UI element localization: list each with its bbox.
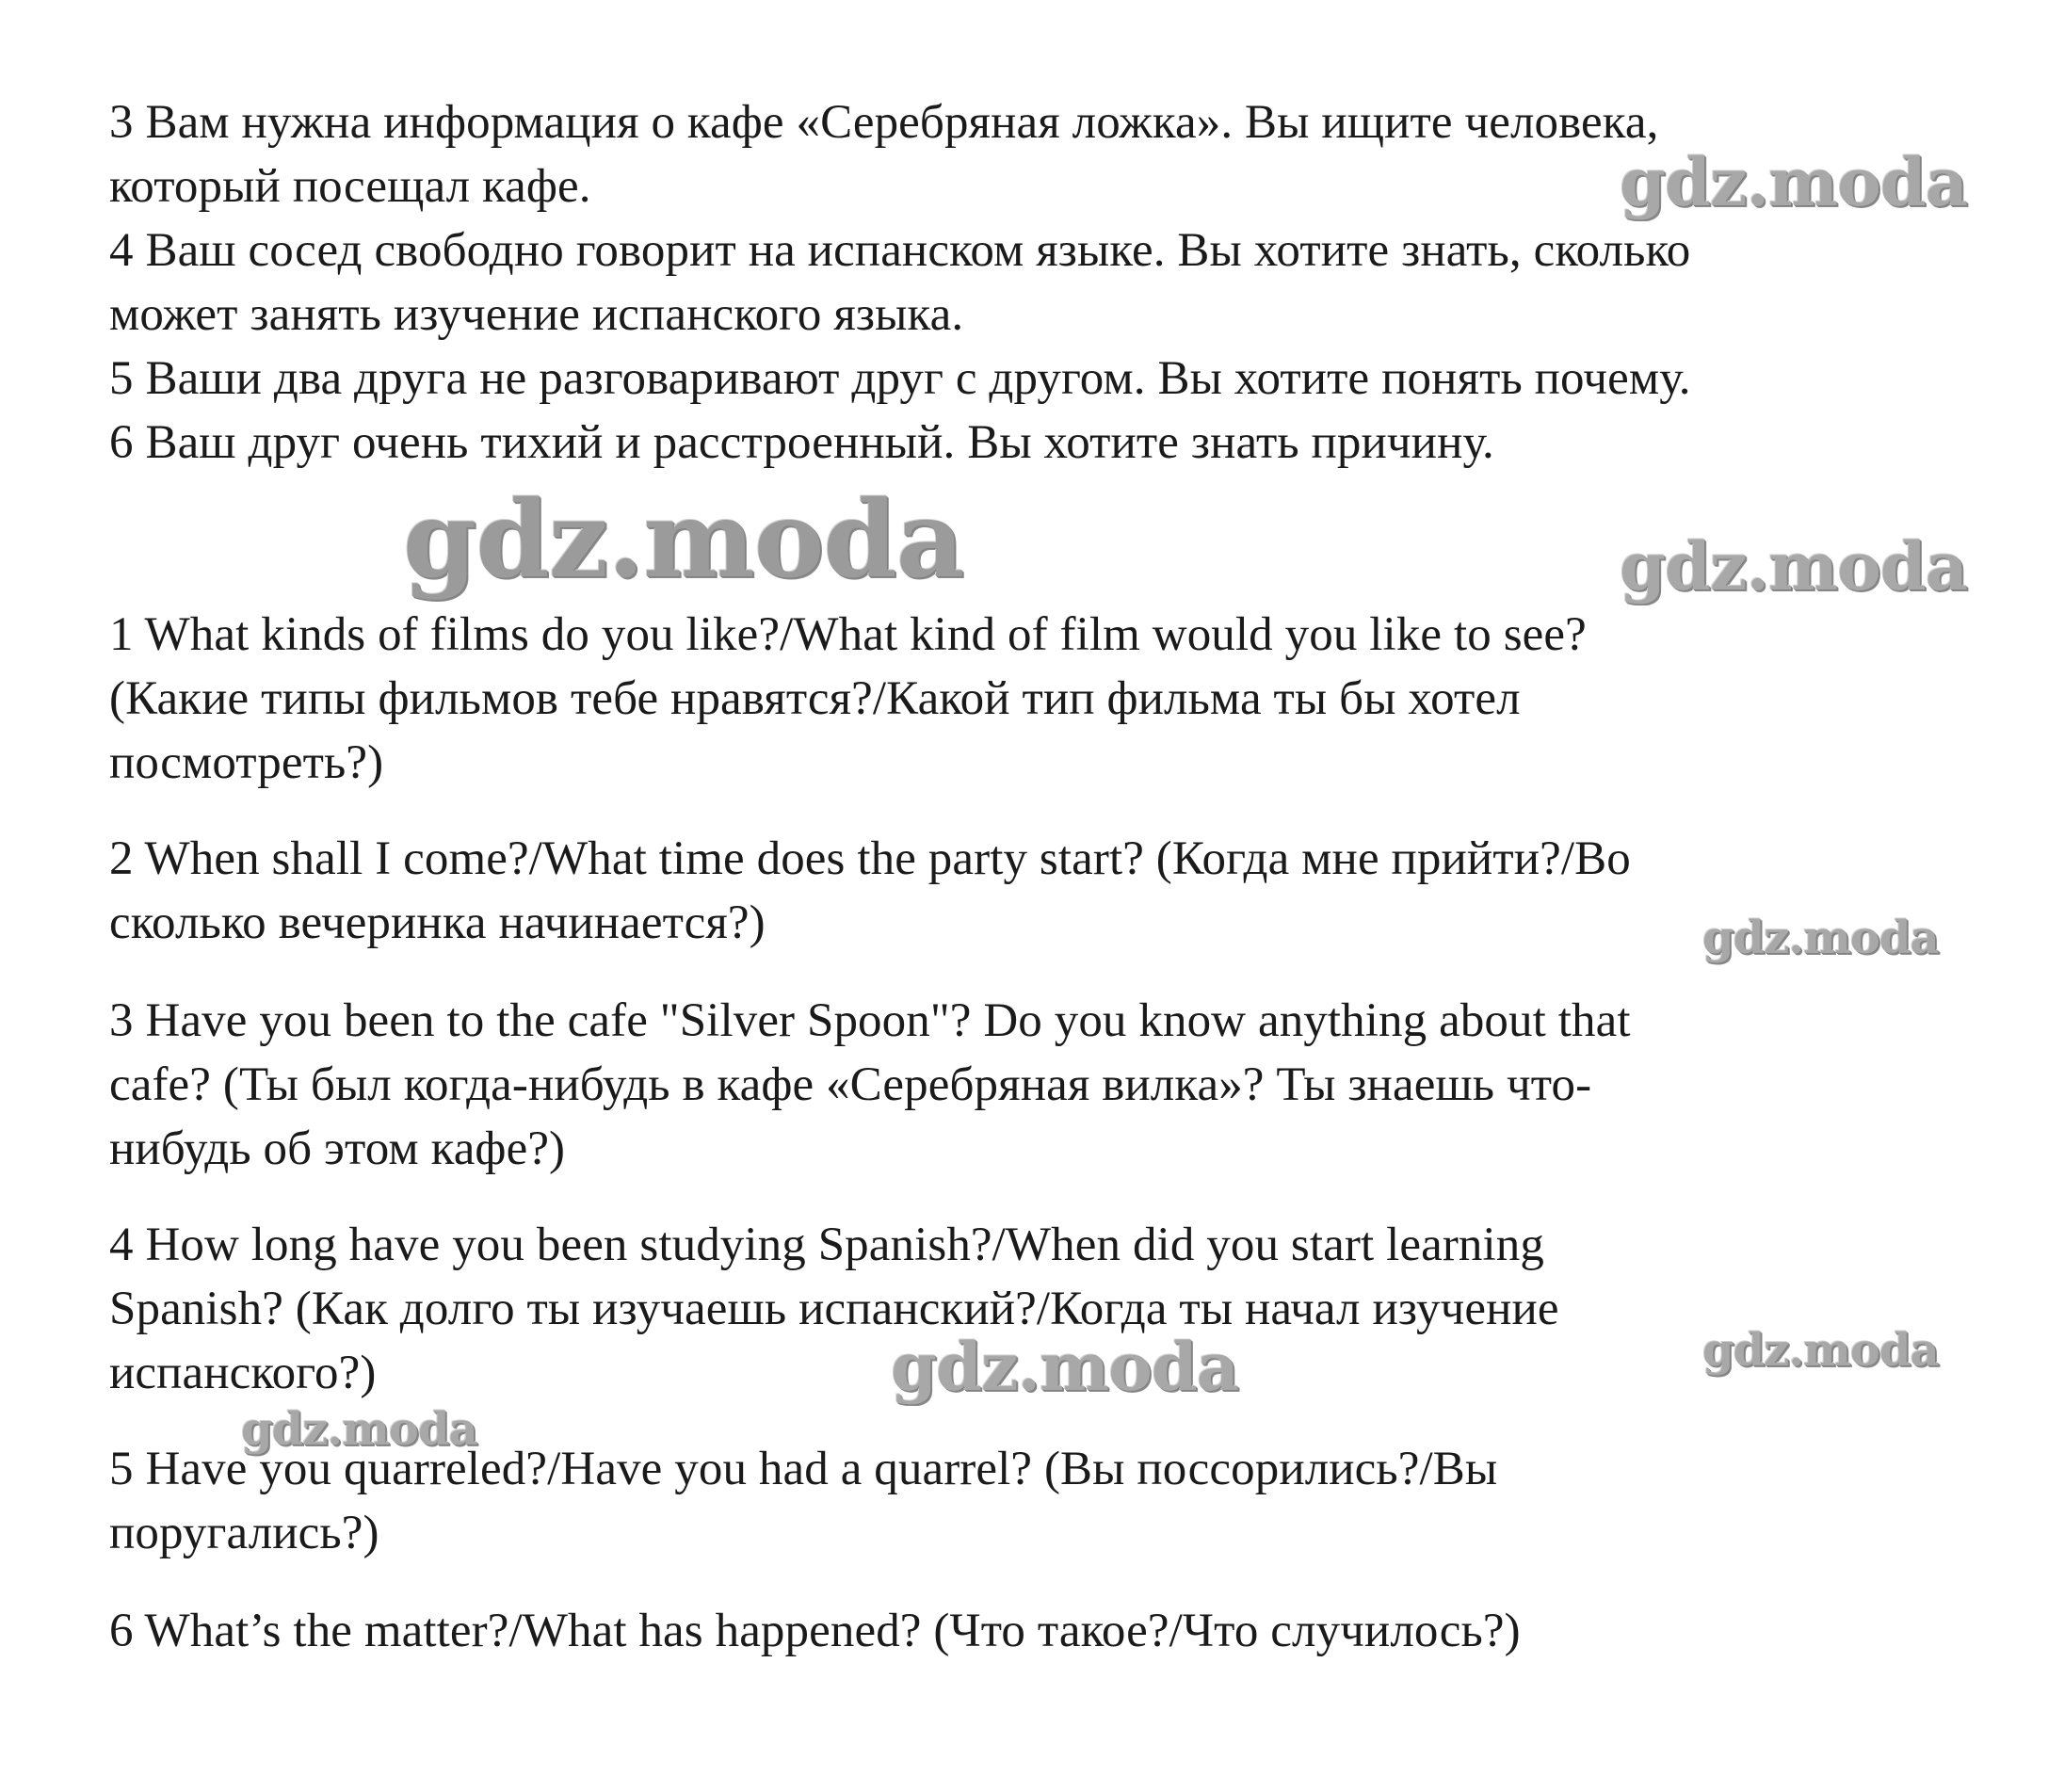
answer-line: 4 How long have you been studying Spanish?/When did you start learning: [109, 1219, 1544, 1271]
answer-line: 5 Have you quarreled?/Have you had a quarrel? (Вы поссорились?/Вы: [109, 1443, 1498, 1495]
watermark-logo: gdz.moda: [1702, 912, 1939, 964]
answer-line: (Какие типы фильмов тебе нравятся?/Какой тип фильма ты бы хотел: [109, 672, 1521, 725]
answer-line: испанского?): [109, 1347, 377, 1399]
watermark-logo: gdz.moda: [403, 478, 964, 602]
answer-line: cafe? (Ты был когда-нибудь в кафе «Серебряная вилка»? Ты знаешь что-: [109, 1058, 1592, 1111]
task-line: может занять изучение испанского языка.: [109, 288, 964, 341]
answer-line: поругались?): [109, 1507, 379, 1559]
watermark-logo: gdz.moda: [1702, 1324, 1939, 1377]
answer-line: нибудь об этом кафе?): [109, 1122, 566, 1175]
watermark-logo: gdz.moda: [1620, 143, 1968, 221]
answer-line: 3 Have you been to the cafe "Silver Spoon"? Do you know anything about that: [109, 994, 1631, 1047]
answer-line: сколько вечеринка начинается?): [109, 896, 766, 949]
answer-line: 2 When shall I come?/What time does the party start? (Когда мне прийти?/Во: [109, 832, 1631, 885]
answer-line: 6 What’s the matter?/What has happened? (Что такое?/Что случилось?): [109, 1605, 1521, 1657]
watermark-logo: gdz.moda: [1620, 527, 1968, 605]
task-line: который посещал кафе.: [109, 160, 591, 213]
task-line: 3 Вам нужна информация о кафе «Серебряная ложка». Вы ищите человека,: [109, 96, 1659, 149]
answer-line: 1 What kinds of films do you like?/What kind of film would you like to see?: [109, 608, 1587, 661]
task-line: 4 Ваш сосед свободно говорит на испанском языке. Вы хотите знать, сколько: [109, 224, 1691, 277]
watermark-logo: gdz.moda: [241, 1403, 477, 1456]
task-line: 5 Ваши два друга не разговаривают друг с другом. Вы хотите понять почему.: [109, 352, 1691, 405]
watermark-logo: gdz.moda: [891, 1328, 1239, 1406]
answer-line: Spanish? (Как долго ты изучаешь испанский?/Когда ты начал изучение: [109, 1283, 1559, 1335]
answer-line: посмотреть?): [109, 736, 384, 789]
task-line: 6 Ваш друг очень тихий и расстроенный. Вы хотите знать причину.: [109, 416, 1494, 469]
